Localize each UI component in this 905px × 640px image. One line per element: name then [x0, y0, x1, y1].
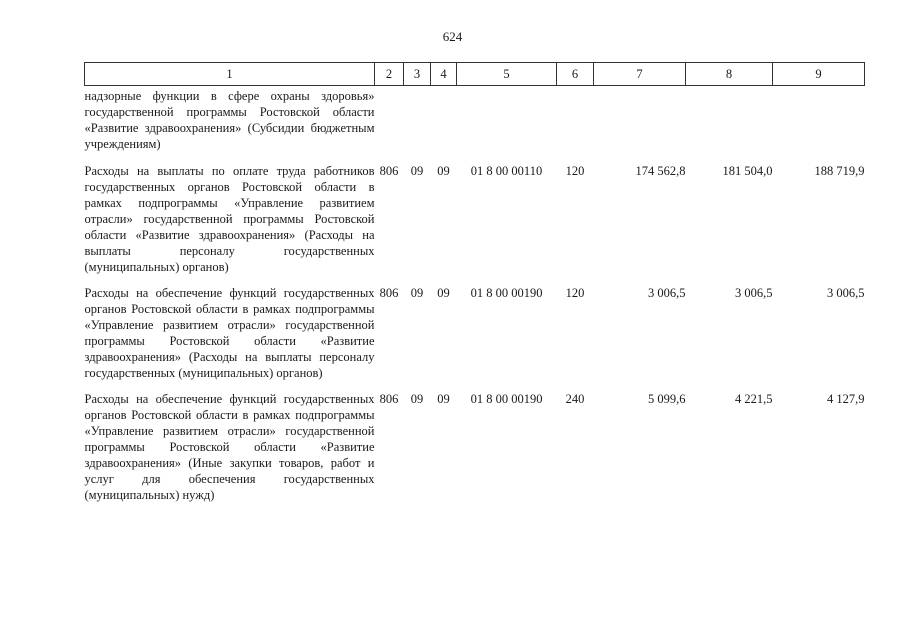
expense-type-code: 120 — [565, 164, 585, 178]
row-description: Расходы на обеспечение функций государственных органов Ростовской области в рамках подпрограммы «Управление развитием отрасли» государственной программы Ростовской области «Развитие здравоохранения» (Расходы на выплаты персоналу государственных (муниципальных) органов) — [84, 286, 375, 380]
table-header — [85, 63, 865, 86]
budget-table — [84, 62, 865, 513]
page-number: 624 — [442, 29, 463, 44]
header-cell: 8 — [686, 63, 773, 86]
section-code: 09 — [410, 392, 424, 406]
amount-year-1: 174 562,8 — [635, 164, 686, 178]
expense-type-code: 120 — [565, 286, 585, 300]
table-row — [85, 285, 865, 391]
target-article-code: 01 8 00 00190 — [470, 286, 543, 300]
table-row-continuation — [85, 86, 865, 164]
amount-year-2: 4 221,5 — [735, 392, 773, 406]
section-code: 09 — [410, 286, 424, 300]
header-cell: 1 — [85, 63, 375, 86]
amount-year-3: 3 006,5 — [827, 286, 865, 300]
ministry-code: 806 — [379, 286, 399, 300]
header-cell: 5 — [457, 63, 557, 86]
header-cell: 4 — [431, 63, 457, 86]
amount-year-3: 188 719,9 — [814, 164, 865, 178]
amount-year-2: 181 504,0 — [722, 164, 773, 178]
header-cell: 7 — [594, 63, 686, 86]
header-cell: 3 — [404, 63, 431, 86]
amount-year-2: 3 006,5 — [735, 286, 773, 300]
table-row — [85, 391, 865, 513]
amount-year-1: 5 099,6 — [648, 392, 686, 406]
section-code: 09 — [410, 164, 424, 178]
amount-year-1: 3 006,5 — [648, 286, 686, 300]
row-description: надзорные функции в сфере охраны здоровья» государственной программы Ростовской области «Развитие здравоохранения» (Субсидии бюджетным учреждениям) — [84, 89, 375, 151]
header-cell: 2 — [375, 63, 404, 86]
subsection-code: 09 — [437, 164, 450, 178]
amount-year-3: 4 127,9 — [827, 392, 865, 406]
header-cell: 9 — [773, 63, 865, 86]
row-description: Расходы на выплаты по оплате труда работников государственных органов Ростовской области в рамках подпрограммы «Управление развитием отрасли» государственной программы Ростовской области «Развитие здравоохранения» (Расходы на выплаты персоналу государственных (муниципальных) органов) — [84, 164, 375, 274]
header-cell: 6 — [557, 63, 594, 86]
table-row — [85, 163, 865, 285]
target-article-code: 01 8 00 00110 — [470, 164, 543, 178]
ministry-code: 806 — [379, 164, 399, 178]
subsection-code: 09 — [437, 392, 450, 406]
ministry-code: 806 — [379, 392, 399, 406]
target-article-code: 01 8 00 00190 — [470, 392, 543, 406]
subsection-code: 09 — [437, 286, 450, 300]
row-description: Расходы на обеспечение функций государственных органов Ростовской области в рамках подпрограммы «Управление развитием отрасли» государственной программы Ростовской области «Развитие здравоохранения» (Иные закупки товаров, работ и услуг для обеспечения государственных (муниципальных) нужд) — [84, 392, 375, 502]
expense-type-code: 240 — [565, 392, 585, 406]
